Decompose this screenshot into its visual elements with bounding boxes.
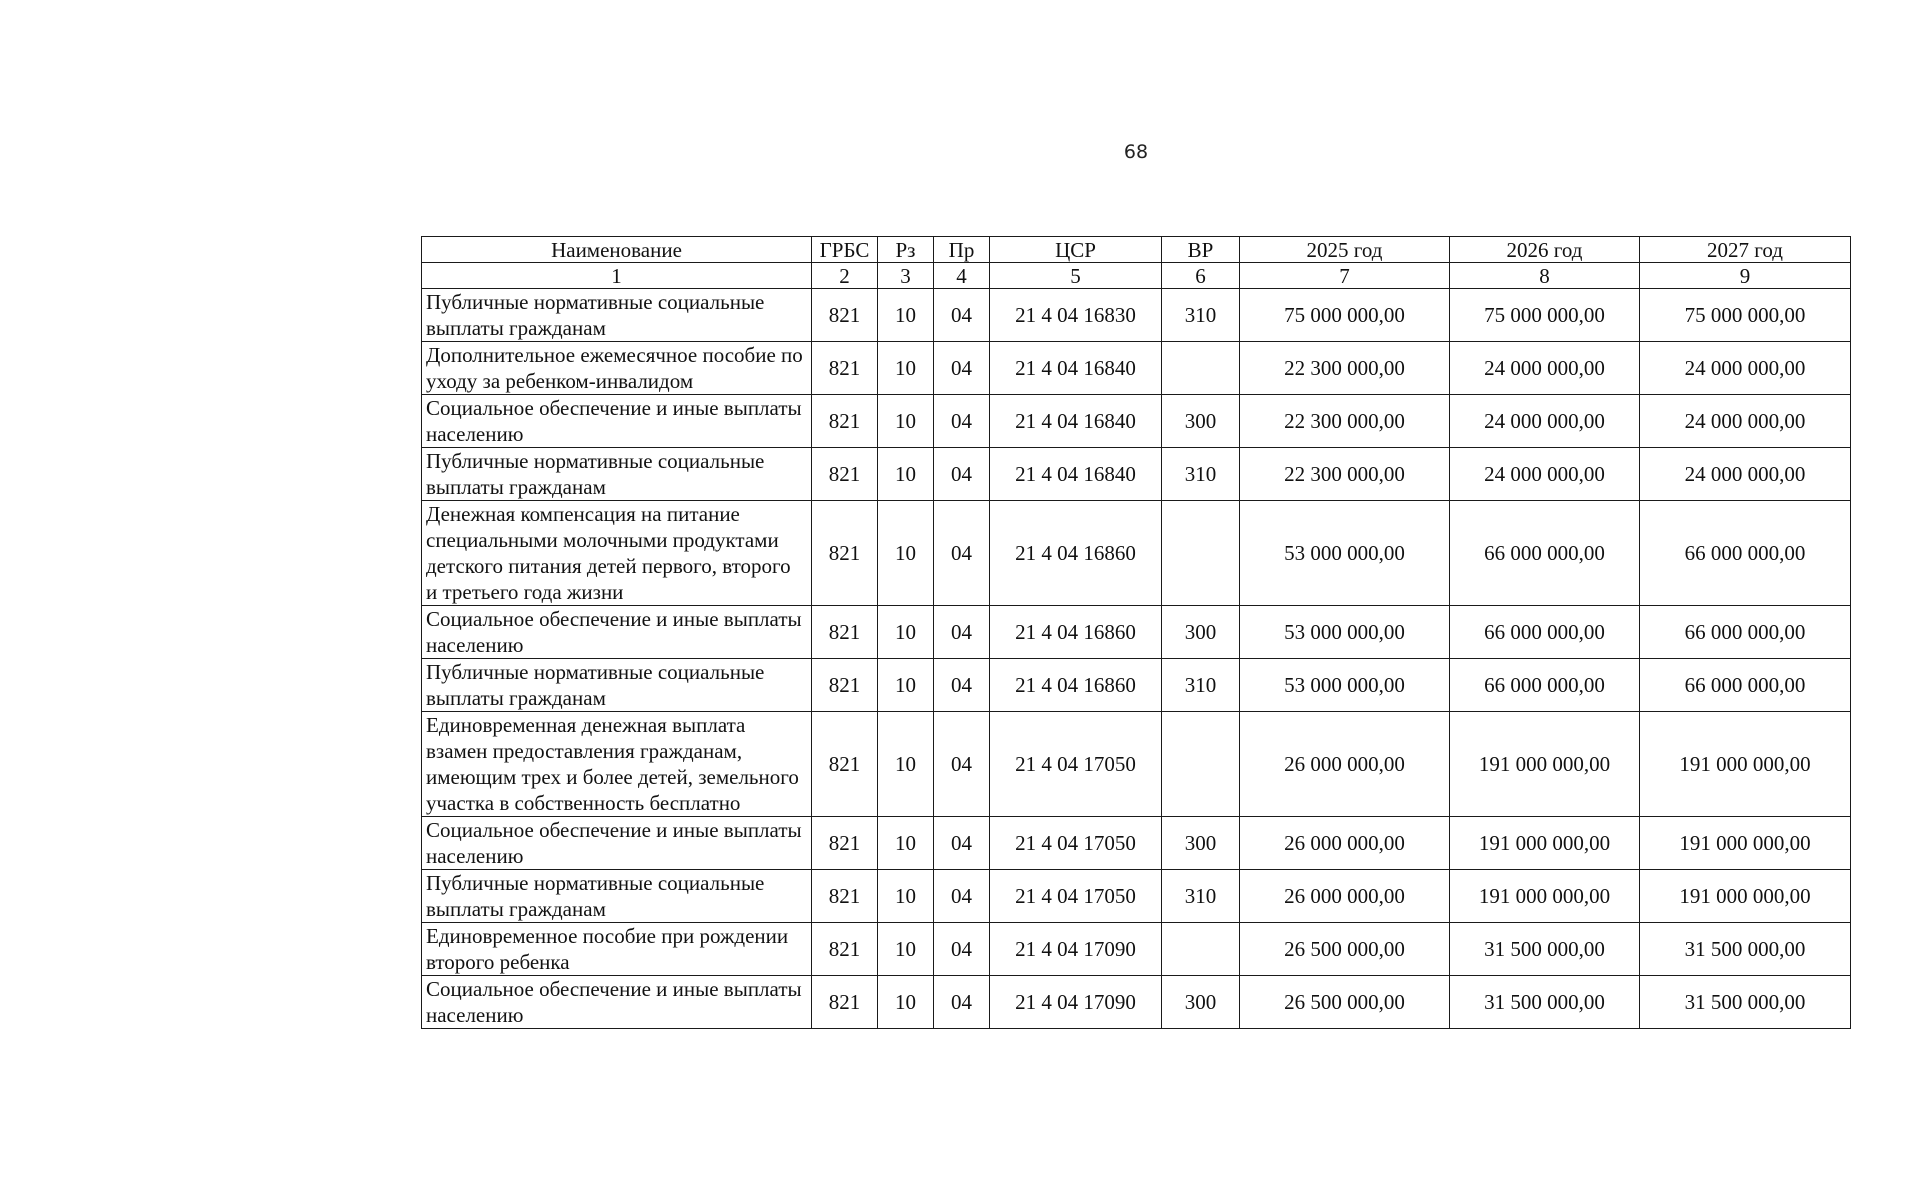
row-name: Социальное обеспечение и иные выплаты населению bbox=[422, 976, 812, 1029]
table-row bbox=[422, 659, 1851, 712]
page-number: 68 bbox=[1123, 141, 1149, 163]
row-grbs: 821 bbox=[812, 659, 878, 712]
row-amount-2027: 75 000 000,00 bbox=[1640, 289, 1851, 342]
table-row bbox=[422, 870, 1851, 923]
row-pr: 04 bbox=[934, 712, 990, 817]
row-pr: 04 bbox=[934, 817, 990, 870]
row-amount-2026: 191 000 000,00 bbox=[1450, 817, 1640, 870]
row-grbs: 821 bbox=[812, 342, 878, 395]
row-csr: 21 4 04 17050 bbox=[990, 817, 1162, 870]
row-rz: 10 bbox=[878, 976, 934, 1029]
column-number: 2 bbox=[812, 263, 878, 289]
row-amount-2026: 75 000 000,00 bbox=[1450, 289, 1640, 342]
row-amount-2025: 22 300 000,00 bbox=[1240, 448, 1450, 501]
row-vr: 310 bbox=[1162, 289, 1240, 342]
column-number: 6 bbox=[1162, 263, 1240, 289]
row-amount-2026: 31 500 000,00 bbox=[1450, 923, 1640, 976]
row-amount-2027: 24 000 000,00 bbox=[1640, 342, 1851, 395]
row-amount-2025: 22 300 000,00 bbox=[1240, 342, 1450, 395]
row-pr: 04 bbox=[934, 395, 990, 448]
row-name: Денежная компенсация на питание специальными молочными продуктами детского питания детей первого, второго и третьего года жизни bbox=[422, 501, 812, 606]
row-amount-2027: 66 000 000,00 bbox=[1640, 606, 1851, 659]
header-grbs: ГРБС bbox=[812, 237, 878, 263]
row-vr: 300 bbox=[1162, 606, 1240, 659]
header-name: Наименование bbox=[422, 237, 812, 263]
row-amount-2025: 26 500 000,00 bbox=[1240, 923, 1450, 976]
row-csr: 21 4 04 17050 bbox=[990, 870, 1162, 923]
row-grbs: 821 bbox=[812, 501, 878, 606]
header-2027: 2027 год bbox=[1640, 237, 1851, 263]
row-name: Социальное обеспечение и иные выплаты населению bbox=[422, 395, 812, 448]
row-grbs: 821 bbox=[812, 606, 878, 659]
row-amount-2025: 26 000 000,00 bbox=[1240, 712, 1450, 817]
row-pr: 04 bbox=[934, 976, 990, 1029]
row-amount-2025: 53 000 000,00 bbox=[1240, 659, 1450, 712]
row-vr: 300 bbox=[1162, 976, 1240, 1029]
table-row bbox=[422, 817, 1851, 870]
row-pr: 04 bbox=[934, 606, 990, 659]
row-rz: 10 bbox=[878, 395, 934, 448]
header-2026: 2026 год bbox=[1450, 237, 1640, 263]
row-csr: 21 4 04 17090 bbox=[990, 976, 1162, 1029]
row-csr: 21 4 04 16840 bbox=[990, 342, 1162, 395]
row-amount-2027: 66 000 000,00 bbox=[1640, 659, 1851, 712]
row-rz: 10 bbox=[878, 289, 934, 342]
table-row bbox=[422, 501, 1851, 606]
row-rz: 10 bbox=[878, 659, 934, 712]
column-number: 3 bbox=[878, 263, 934, 289]
row-amount-2025: 22 300 000,00 bbox=[1240, 395, 1450, 448]
row-pr: 04 bbox=[934, 870, 990, 923]
row-name: Публичные нормативные социальные выплаты гражданам bbox=[422, 659, 812, 712]
row-vr bbox=[1162, 501, 1240, 606]
table-body bbox=[422, 289, 1851, 1029]
row-name: Социальное обеспечение и иные выплаты населению bbox=[422, 606, 812, 659]
column-number: 4 bbox=[934, 263, 990, 289]
row-amount-2026: 24 000 000,00 bbox=[1450, 448, 1640, 501]
row-pr: 04 bbox=[934, 342, 990, 395]
row-amount-2026: 66 000 000,00 bbox=[1450, 606, 1640, 659]
row-pr: 04 bbox=[934, 448, 990, 501]
row-name: Социальное обеспечение и иные выплаты населению bbox=[422, 817, 812, 870]
row-amount-2025: 53 000 000,00 bbox=[1240, 501, 1450, 606]
row-csr: 21 4 04 16840 bbox=[990, 395, 1162, 448]
row-amount-2025: 26 000 000,00 bbox=[1240, 870, 1450, 923]
row-vr bbox=[1162, 342, 1240, 395]
column-number: 5 bbox=[990, 263, 1162, 289]
table-row bbox=[422, 923, 1851, 976]
row-amount-2025: 26 000 000,00 bbox=[1240, 817, 1450, 870]
row-pr: 04 bbox=[934, 659, 990, 712]
row-amount-2027: 24 000 000,00 bbox=[1640, 395, 1851, 448]
row-amount-2027: 24 000 000,00 bbox=[1640, 448, 1851, 501]
row-amount-2027: 191 000 000,00 bbox=[1640, 817, 1851, 870]
row-rz: 10 bbox=[878, 606, 934, 659]
row-rz: 10 bbox=[878, 923, 934, 976]
row-amount-2027: 191 000 000,00 bbox=[1640, 870, 1851, 923]
row-name: Дополнительное ежемесячное пособие по уходу за ребенком-инвалидом bbox=[422, 342, 812, 395]
row-name: Единовременная денежная выплата взамен предоставления гражданам, имеющим трех и более детей, земельного участка в собственность бесплатно bbox=[422, 712, 812, 817]
row-grbs: 821 bbox=[812, 870, 878, 923]
header-csr: ЦСР bbox=[990, 237, 1162, 263]
row-amount-2026: 24 000 000,00 bbox=[1450, 342, 1640, 395]
row-csr: 21 4 04 17090 bbox=[990, 923, 1162, 976]
column-number: 8 bbox=[1450, 263, 1640, 289]
row-rz: 10 bbox=[878, 448, 934, 501]
column-number: 1 bbox=[422, 263, 812, 289]
header-vr: ВР bbox=[1162, 237, 1240, 263]
row-csr: 21 4 04 16830 bbox=[990, 289, 1162, 342]
row-rz: 10 bbox=[878, 870, 934, 923]
budget-table bbox=[421, 236, 1851, 1029]
row-csr: 21 4 04 16840 bbox=[990, 448, 1162, 501]
row-rz: 10 bbox=[878, 342, 934, 395]
row-vr: 300 bbox=[1162, 817, 1240, 870]
row-vr bbox=[1162, 923, 1240, 976]
row-csr: 21 4 04 16860 bbox=[990, 501, 1162, 606]
header-pr: Пр bbox=[934, 237, 990, 263]
row-grbs: 821 bbox=[812, 817, 878, 870]
table-row bbox=[422, 712, 1851, 817]
table-row bbox=[422, 976, 1851, 1029]
row-vr: 310 bbox=[1162, 870, 1240, 923]
row-pr: 04 bbox=[934, 501, 990, 606]
header-2025: 2025 год bbox=[1240, 237, 1450, 263]
header-rz: Рз bbox=[878, 237, 934, 263]
row-name: Публичные нормативные социальные выплаты гражданам bbox=[422, 289, 812, 342]
row-csr: 21 4 04 16860 bbox=[990, 659, 1162, 712]
row-grbs: 821 bbox=[812, 289, 878, 342]
row-pr: 04 bbox=[934, 289, 990, 342]
row-amount-2026: 31 500 000,00 bbox=[1450, 976, 1640, 1029]
row-name: Единовременное пособие при рождении второго ребенка bbox=[422, 923, 812, 976]
row-grbs: 821 bbox=[812, 712, 878, 817]
table-row bbox=[422, 289, 1851, 342]
row-vr: 310 bbox=[1162, 448, 1240, 501]
table-row bbox=[422, 448, 1851, 501]
row-amount-2027: 31 500 000,00 bbox=[1640, 976, 1851, 1029]
row-rz: 10 bbox=[878, 501, 934, 606]
row-amount-2027: 66 000 000,00 bbox=[1640, 501, 1851, 606]
row-amount-2025: 53 000 000,00 bbox=[1240, 606, 1450, 659]
row-amount-2026: 191 000 000,00 bbox=[1450, 870, 1640, 923]
row-grbs: 821 bbox=[812, 395, 878, 448]
row-vr: 310 bbox=[1162, 659, 1240, 712]
header-row bbox=[422, 237, 1851, 263]
row-vr bbox=[1162, 712, 1240, 817]
column-number: 9 bbox=[1640, 263, 1851, 289]
row-grbs: 821 bbox=[812, 923, 878, 976]
row-pr: 04 bbox=[934, 923, 990, 976]
row-name: Публичные нормативные социальные выплаты гражданам bbox=[422, 448, 812, 501]
row-amount-2027: 31 500 000,00 bbox=[1640, 923, 1851, 976]
row-csr: 21 4 04 17050 bbox=[990, 712, 1162, 817]
row-amount-2027: 191 000 000,00 bbox=[1640, 712, 1851, 817]
row-name: Публичные нормативные социальные выплаты гражданам bbox=[422, 870, 812, 923]
table-row bbox=[422, 342, 1851, 395]
row-rz: 10 bbox=[878, 817, 934, 870]
row-amount-2025: 26 500 000,00 bbox=[1240, 976, 1450, 1029]
row-amount-2025: 75 000 000,00 bbox=[1240, 289, 1450, 342]
column-number-row bbox=[422, 263, 1851, 289]
row-rz: 10 bbox=[878, 712, 934, 817]
row-amount-2026: 24 000 000,00 bbox=[1450, 395, 1640, 448]
table-row bbox=[422, 395, 1851, 448]
row-grbs: 821 bbox=[812, 448, 878, 501]
column-number: 7 bbox=[1240, 263, 1450, 289]
row-amount-2026: 191 000 000,00 bbox=[1450, 712, 1640, 817]
row-amount-2026: 66 000 000,00 bbox=[1450, 501, 1640, 606]
row-grbs: 821 bbox=[812, 976, 878, 1029]
row-vr: 300 bbox=[1162, 395, 1240, 448]
row-amount-2026: 66 000 000,00 bbox=[1450, 659, 1640, 712]
row-csr: 21 4 04 16860 bbox=[990, 606, 1162, 659]
table-row bbox=[422, 606, 1851, 659]
